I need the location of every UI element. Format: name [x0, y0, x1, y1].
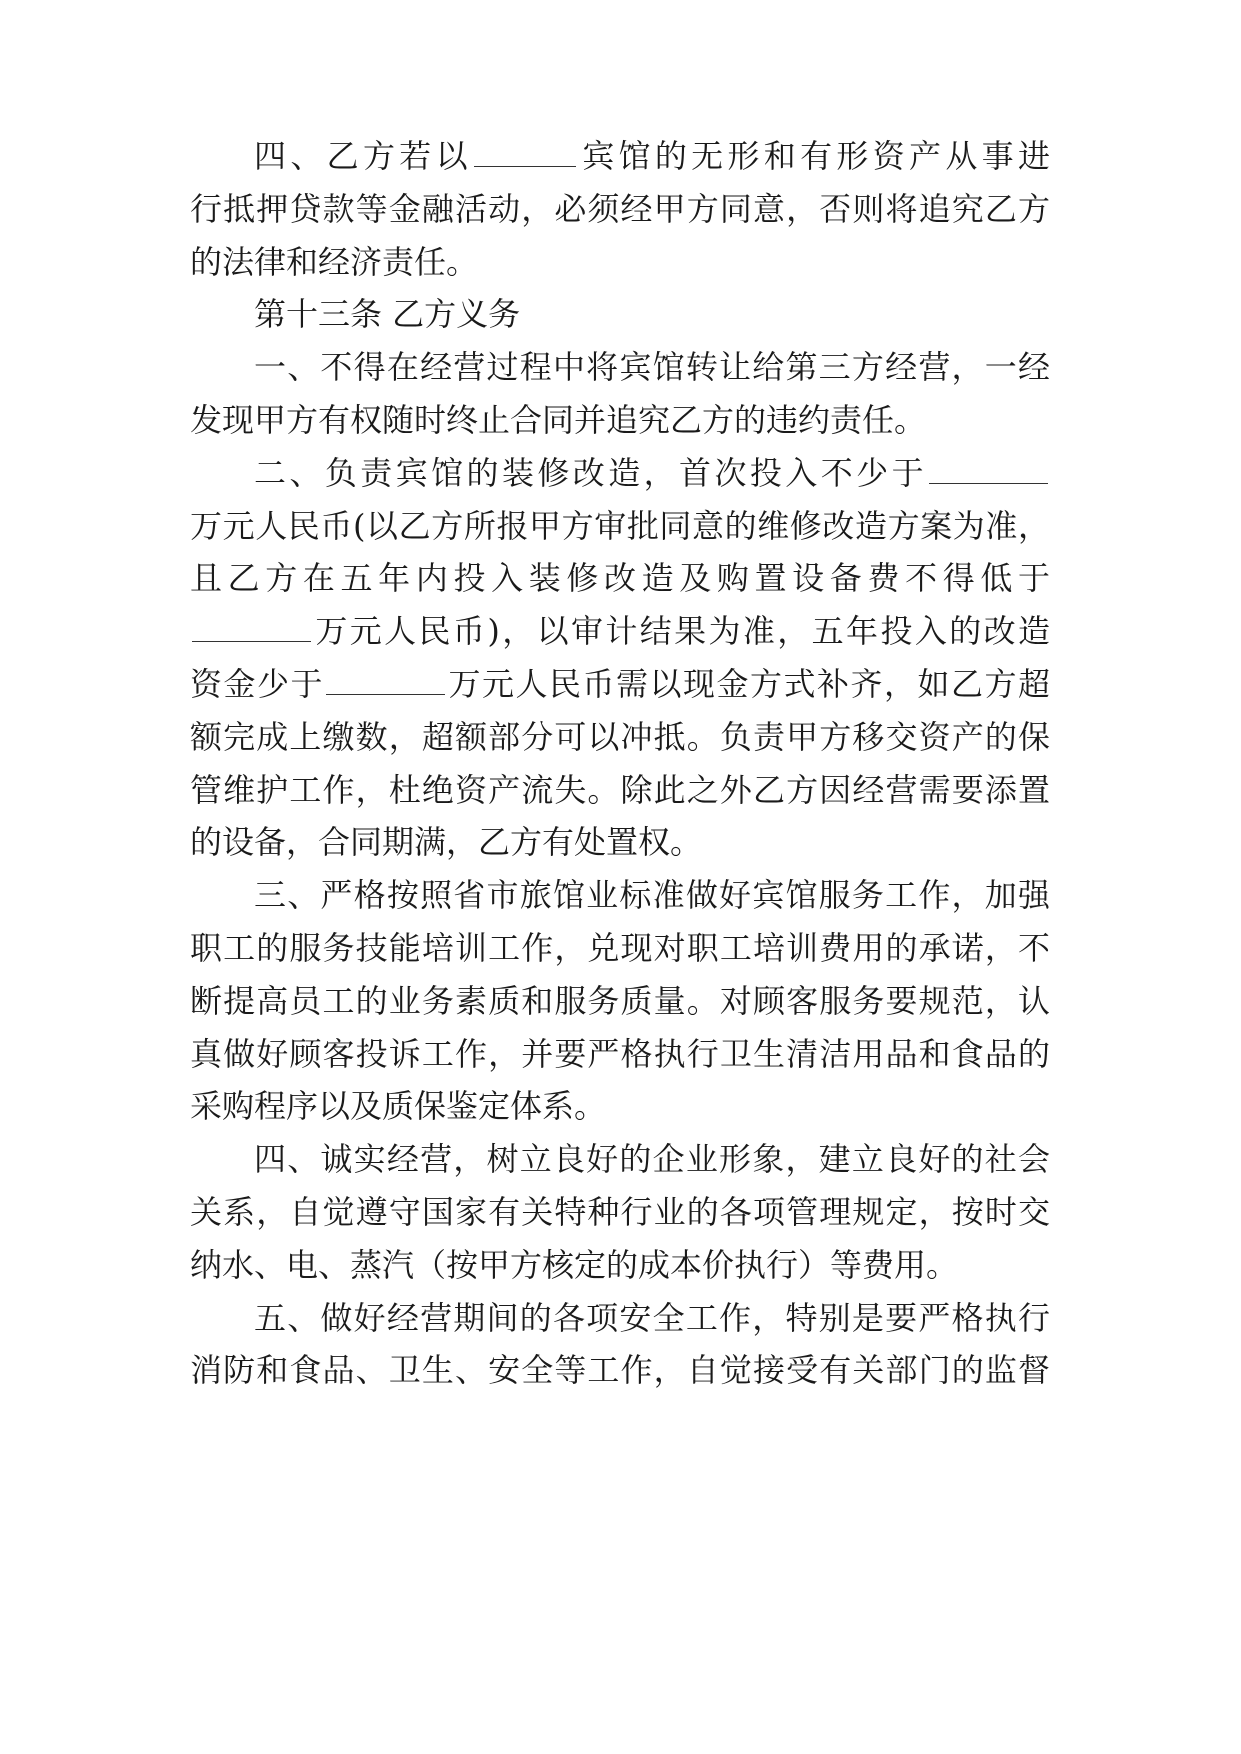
clause-4-mortgage-line — [190, 232, 1050, 292]
obligation-3-line — [190, 918, 1050, 978]
text-segment: 额完成上缴数，超额部分可以冲抵。负责甲方移交资产的保 — [190, 717, 1050, 756]
obligation-3-line — [190, 1076, 1050, 1136]
text-segment: 资金少于 — [190, 665, 324, 703]
text-segment: 断提高员工的业务素质和服务质量。对顾客服务要规范，认 — [190, 981, 1050, 1020]
clause-4-mortgage-line — [254, 126, 1050, 186]
text-segment: 行抵押贷款等金融活动，必须经甲方同意，否则将追究乙方 — [190, 189, 1050, 228]
article-13-heading-line — [254, 284, 1050, 344]
obligation-4-line — [190, 1182, 1050, 1242]
text-segment: 五、做好经营期间的各项安全工作，特别是要严格执行 — [254, 1298, 1050, 1337]
obligation-3-line — [190, 1024, 1050, 1084]
fill-in-blank — [929, 447, 1048, 484]
obligation-5-line — [190, 1340, 1050, 1400]
text-segment: 的法律和经济责任。 — [190, 242, 479, 281]
obligation-2-line — [190, 812, 1050, 872]
text-segment: 三、严格按照省市旅馆业标准做好宾馆服务工作，加强 — [254, 876, 1050, 915]
obligation-3-line — [254, 865, 1050, 925]
text-segment: 一、不得在经营过程中将宾馆转让给第三方经营，一经 — [254, 348, 1050, 387]
text-segment: 消防和食品、卫生、安全等工作，自觉接受有关部门的监督 — [190, 1351, 1050, 1390]
obligation-1-line — [190, 390, 1050, 450]
obligation-5-line — [254, 1288, 1050, 1348]
obligation-2-line — [254, 443, 1050, 503]
text-segment: 管维护工作，杜绝资产流失。除此之外乙方因经营需要添置 — [190, 770, 1050, 809]
obligation-2-line — [190, 707, 1050, 767]
obligation-1-line — [254, 337, 1050, 397]
text-segment: 万元人民币)，以审计结果为准，五年投入的改造 — [313, 612, 1050, 651]
text-segment: 发现甲方有权随时终止合同并追究乙方的违约责任。 — [190, 401, 927, 439]
obligation-2-line — [190, 548, 1050, 608]
obligation-4-line — [190, 1235, 1050, 1295]
text-segment: 万元人民币(以乙方所报甲方审批同意的维修改造方案为准， — [190, 506, 1050, 545]
text-segment: 四、乙方若以 — [254, 137, 472, 175]
text-segment: 关系，自觉遵守国家有关特种行业的各项管理规定，按时交 — [190, 1193, 1050, 1231]
text-segment: 四、诚实经营，树立良好的企业形象，建立良好的社会 — [254, 1140, 1050, 1179]
text-segment: 职工的服务技能培训工作，兑现对职工培训费用的承诺，不 — [190, 929, 1050, 967]
fill-in-blank — [326, 658, 445, 695]
text-segment: 且乙方在五年内投入装修改造及购置设备费不得低于 — [190, 559, 1050, 598]
obligation-3-line — [190, 971, 1050, 1031]
obligation-4-line — [254, 1129, 1050, 1189]
text-segment: 的设备，合同期满，乙方有处置权。 — [190, 823, 703, 862]
text-segment: 万元人民币需以现金方式补齐，如乙方超 — [447, 665, 1050, 703]
obligation-2-line — [190, 654, 1050, 714]
clause-4-mortgage-line — [190, 179, 1050, 239]
text-segment: 二、负责宾馆的装修改造，首次投入不少于 — [254, 453, 927, 492]
text-segment: 纳水、电、蒸汽（按甲方核定的成本价执行）等费用。 — [190, 1245, 959, 1284]
text-segment: 真做好顾客投诉工作，并要严格执行卫生清洁用品和食品的 — [190, 1034, 1050, 1073]
fill-in-blank — [192, 605, 311, 642]
text-segment: 采购程序以及质保鉴定体系。 — [190, 1087, 607, 1126]
text-segment: 宾馆的无形和有形资产从事进 — [577, 137, 1050, 175]
obligation-2-line — [190, 760, 1050, 820]
obligation-2-line — [190, 496, 1050, 556]
text-segment: 第十三条 乙方义务 — [254, 295, 521, 334]
fill-in-blank — [474, 130, 576, 167]
obligation-2-line — [190, 601, 1050, 661]
